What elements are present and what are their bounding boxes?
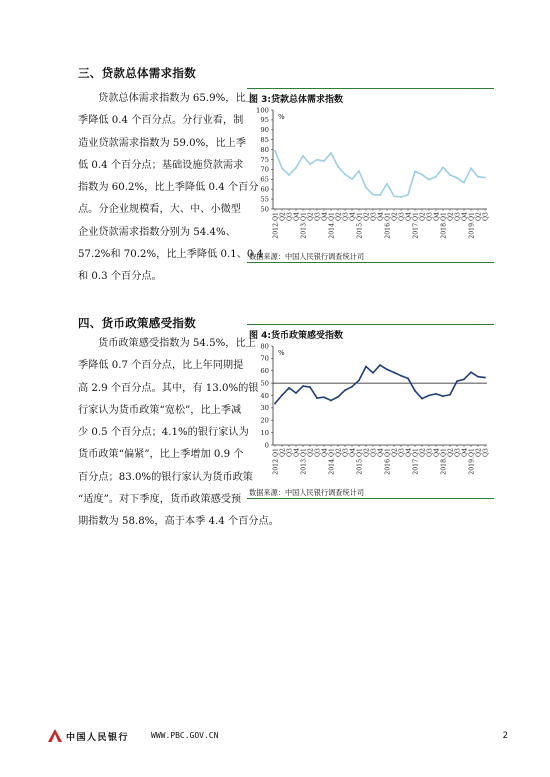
body-line: 少 0.5 个百分点；4.1%的银行家认为 [78,427,249,439]
data-point [463,378,465,380]
x-tick-label: 2012.Q1 [272,448,280,475]
y-tick-label: 65 [260,175,269,184]
x-tick-label: 2016.Q1 [384,212,392,239]
org-name: 中国人民银行 [66,733,130,743]
body-line: 行家认为货币政策“宽松”，比上季减 [78,404,242,416]
data-point [372,372,374,374]
body-line: 百分点；83.0%的银行家认为货币政策 [78,471,253,483]
x-tick-label: Q2 [363,448,371,458]
x-tick-label: Q2 [475,212,483,222]
x-tick-label: Q3 [482,448,490,458]
body-line: 57.2%和 70.2%，比上季降低 0.1、0.4 [78,249,264,261]
y-tick-label: 50 [260,205,269,214]
x-tick-label: Q3 [314,212,322,222]
data-point [414,170,416,172]
data-point [393,372,395,374]
monetary-policy-line-chart [247,342,494,488]
y-tick-label: 30 [260,404,269,413]
data-point [477,176,479,178]
data-point [351,178,353,180]
data-point [351,386,353,388]
data-point [344,389,346,391]
data-point [309,163,311,165]
data-point [288,174,290,176]
body-line: 货币政策感受指数为 54.5%，比上 [98,338,256,349]
data-point [428,179,430,181]
x-tick-label: Q4 [321,212,329,222]
x-tick-label: Q2 [391,212,399,222]
y-tick-label: 10 [260,428,269,437]
x-tick-label: Q3 [314,448,322,458]
x-tick-label: Q4 [433,212,441,222]
body-line: “适度”。对下季度，货币政策感受预 [78,494,242,506]
body-line: 货币政策“偏紧”，比上季增加 0.9 个 [78,449,244,461]
y-tick-label: 40 [260,391,269,400]
data-point [407,194,409,196]
data-point [470,371,472,373]
body-line: 高 2.9 个百分点。其中，有 13.0%的银 [78,382,259,394]
x-tick-label: Q2 [279,212,287,222]
y-tick-label: 55 [260,195,269,204]
figure-title: 图 4:货币政策感受指数 [249,331,343,341]
y-tick-label: 50 [260,379,269,388]
website-link[interactable]: WWW.PBC.GOV.CN [151,731,219,740]
body-line: 期指数为 58.8%，高于本季 4.4 个百分点。 [78,516,279,528]
y-tick-label: 75 [260,155,269,164]
data-point [274,150,276,152]
y-tick-label: 60 [260,367,269,376]
x-tick-label: 2017.Q1 [412,448,420,475]
data-point [323,396,325,398]
data-point [477,376,479,378]
data-point [281,167,283,169]
figure-title: 图 3:贷款总体需求指数 [249,95,343,105]
data-point [442,166,444,168]
x-tick-label: Q4 [405,212,413,222]
data-point [295,392,297,394]
x-tick-label: Q3 [342,212,350,222]
x-tick-label: Q3 [286,212,294,222]
x-tick-label: Q4 [293,212,301,222]
data-point [344,173,346,175]
y-tick-label: 100 [256,106,269,115]
data-point [274,403,276,405]
section-heading-monetary-policy: 四、货币政策感受指数 [78,316,196,330]
x-tick-label: 2012.Q1 [272,212,280,239]
page-footer [48,729,508,745]
body-line: 造业贷款需求指数为 59.0%，比上季 [78,137,247,149]
x-tick-label: Q4 [349,212,357,222]
figure-source: 数据来源：中国人民银行调查统计司 [249,252,365,261]
x-tick-label: Q2 [447,212,455,222]
data-point [435,176,437,178]
x-tick-label: Q4 [405,448,413,458]
loan-demand-line-chart [247,106,494,252]
x-tick-label: Q3 [370,212,378,222]
data-point [449,394,451,396]
data-point [414,390,416,392]
data-point [484,377,486,379]
data-point [400,375,402,377]
x-tick-label: Q3 [370,448,378,458]
x-tick-label: 2018.Q1 [440,212,448,239]
x-tick-label: Q4 [461,448,469,458]
x-tick-label: Q3 [398,212,406,222]
x-tick-label: Q2 [475,448,483,458]
x-tick-label: Q2 [307,448,315,458]
data-point [330,152,332,154]
data-point [386,183,388,185]
x-tick-label: Q4 [293,448,301,458]
x-tick-label: Q4 [377,448,385,458]
body-line: 点。分企业规模看，大、中、小微型 [78,204,241,216]
data-point [358,379,360,381]
y-tick-label: 90 [260,126,269,135]
y-tick-label: 95 [260,116,269,125]
data-point [470,167,472,169]
x-tick-label: Q2 [279,448,287,458]
x-tick-label: 2017.Q1 [412,212,420,239]
data-point [372,194,374,196]
x-tick-label: 2013.Q1 [300,212,308,239]
unit-label: % [278,113,285,121]
x-tick-label: Q2 [391,448,399,458]
section-heading-loan-demand: 三、贷款总体需求指数 [78,66,196,80]
section-body-loan-demand [78,88,263,289]
x-tick-label: 2016.Q1 [384,448,392,475]
data-point [365,366,367,368]
data-point [456,380,458,382]
body-line: 和 0.3 个百分点。 [78,271,162,283]
figure-source: 数据来源：中国人民银行调查统计司 [249,488,365,497]
data-point [428,394,430,396]
body-line: 贷款总体需求指数为 65.9%，比上 [98,93,256,104]
x-tick-label: Q2 [419,212,427,222]
x-tick-label: Q3 [426,448,434,458]
data-point [330,400,332,402]
data-point [358,170,360,172]
body-line: 季降低 0.4 个百分点。分行业看，制 [78,115,244,127]
data-point [421,174,423,176]
data-point [316,397,318,399]
figure-loan-demand [247,88,494,263]
figure-top-rule [247,88,494,89]
body-line: 指数为 60.2%，比上季降低 0.4 个百分 [78,182,259,194]
data-point [407,378,409,380]
body-line: 低 0.4 个百分点；基础设施贷款需求 [78,159,244,171]
x-tick-label: Q4 [433,448,441,458]
data-point [379,194,381,196]
data-point [379,364,381,366]
x-tick-label: Q4 [349,448,357,458]
data-point [337,396,339,398]
unit-label: % [278,349,285,357]
figure-bottom-rule [247,498,494,499]
x-tick-label: Q4 [321,448,329,458]
data-point [449,174,451,176]
x-tick-label: Q4 [377,212,385,222]
data-point [316,159,318,161]
x-tick-label: Q4 [461,212,469,222]
data-point [302,385,304,387]
data-point [309,386,311,388]
x-tick-label: 2019.Q1 [468,212,476,239]
x-tick-label: 2013.Q1 [300,448,308,475]
data-point [484,177,486,179]
figure-top-rule [247,324,494,325]
x-tick-label: Q3 [342,448,350,458]
data-point [365,187,367,189]
figure-bottom-rule [247,262,494,263]
y-tick-label: 85 [260,136,269,144]
page-number: 2 [502,731,508,741]
data-point [295,167,297,169]
data-point [421,398,423,400]
data-point [323,160,325,162]
x-tick-label: Q2 [447,448,455,458]
x-tick-label: Q2 [335,212,343,222]
y-tick-label: 70 [260,165,269,174]
x-tick-label: Q3 [426,212,434,222]
data-point [393,195,395,197]
data-point [281,394,283,396]
figure-monetary-policy [247,324,494,499]
x-tick-label: Q3 [454,212,462,222]
y-tick-label: 20 [260,416,269,425]
body-line: 企业贷款需求指数分别为 54.4%、 [78,226,236,238]
x-tick-label: 2019.Q1 [468,448,476,475]
x-tick-label: Q2 [363,212,371,222]
x-tick-label: Q3 [454,448,462,458]
x-tick-label: Q2 [335,448,343,458]
x-tick-label: 2015.Q1 [356,448,364,475]
data-point [442,395,444,397]
data-point [288,387,290,389]
data-point [386,368,388,370]
y-tick-label: 60 [260,185,269,194]
x-tick-label: Q3 [286,448,294,458]
x-tick-label: 2014.Q1 [328,212,336,239]
series-line [275,365,485,403]
x-tick-label: 2018.Q1 [440,448,448,475]
x-tick-label: Q3 [482,212,490,222]
x-tick-label: Q2 [307,212,315,222]
data-point [463,182,465,184]
y-tick-label: 0 [264,441,269,450]
x-tick-label: Q2 [419,448,427,458]
data-point [456,177,458,179]
data-point [400,196,402,198]
x-tick-label: 2014.Q1 [328,448,336,475]
y-tick-label: 80 [260,342,269,351]
y-tick-label: 80 [260,145,269,154]
x-tick-label: 2015.Q1 [356,212,364,239]
pbc-logo-icon [48,729,62,742]
series-line [275,151,485,198]
y-tick-label: 70 [260,354,269,363]
data-point [302,155,304,157]
body-line: 季降低 0.7 个百分点，比上年同期提 [78,360,244,372]
data-point [435,393,437,395]
data-point [337,166,339,168]
x-tick-label: Q3 [398,448,406,458]
